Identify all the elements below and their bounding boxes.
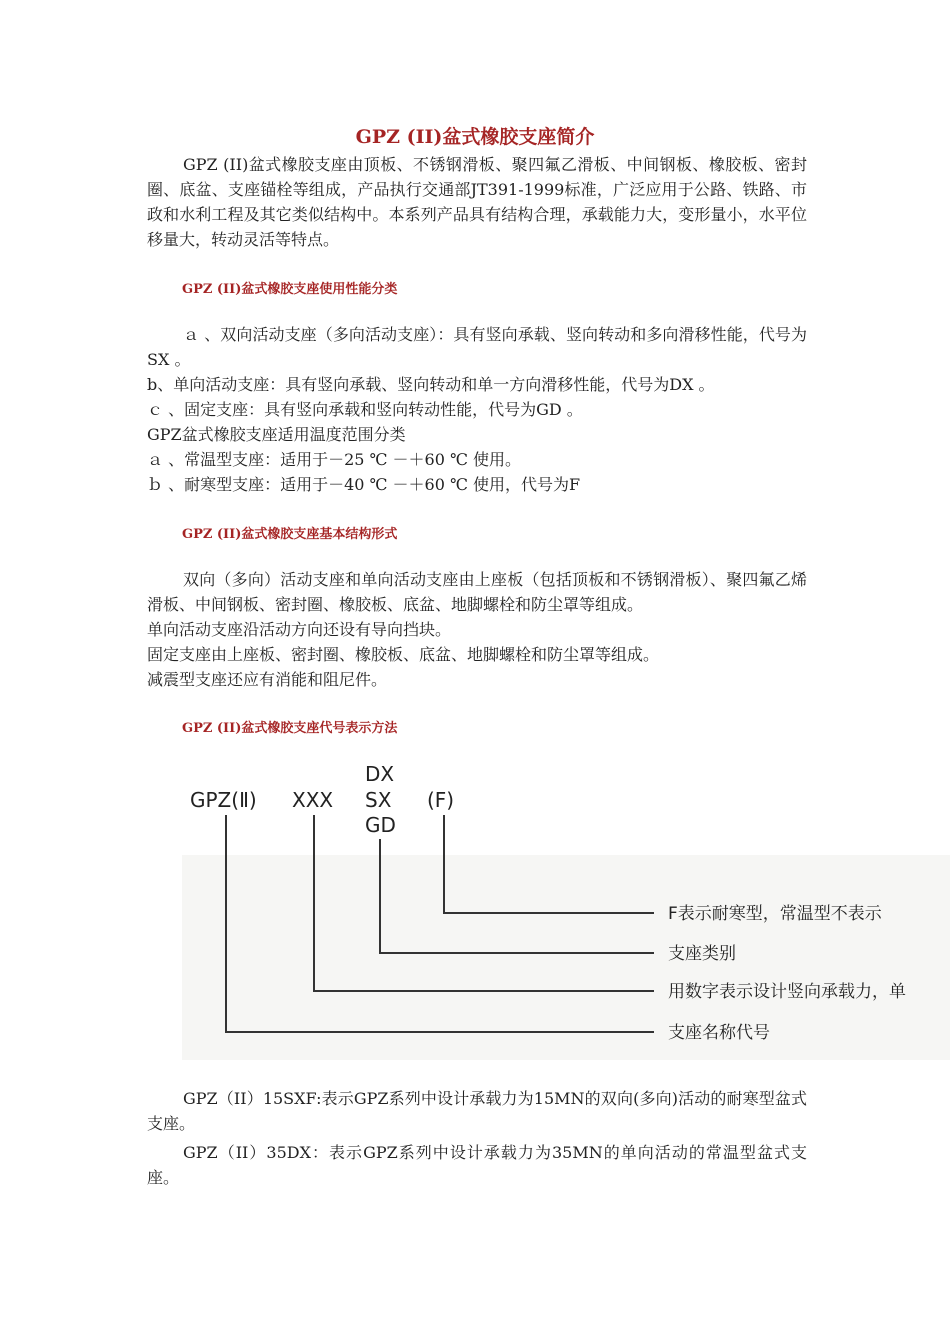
code-xxx: XXX — [292, 788, 334, 812]
structure-paragraph: 双向（多向）活动支座和单向活动支座由上座板（包括顶板和不锈钢滑板）、聚四氟乙烯滑板、中间钢板、密封圈、橡胶板、底盆、地脚螺栓和防尘罩等组成。 — [147, 570, 807, 614]
section-heading-code: GPZ (II)盆式橡胶支座代号表示方法 — [182, 721, 398, 736]
structure-list — [147, 617, 827, 692]
intro-paragraph: GPZ (II)盆式橡胶支座由顶板、不锈钢滑板、聚四氟乙滑板、中间钢板、橡胶板、密封圈、底盆、支座锚栓等组成，产品执行交通部JT391-1999标准，广泛应用于公路、铁路、市政和水利工程及其它类似结构中。本系列产品具有结构合理，承载能力大，变形量小，水平位移量大，转动灵活等特点。 — [147, 155, 807, 249]
label-type: 支座类别 — [668, 944, 736, 964]
code-gd: GD — [365, 813, 396, 837]
label-load: 用数字表示设计竖向承载力，单 — [668, 982, 906, 1002]
code-f: (F) — [427, 788, 455, 812]
code-gpz: GPZ(Ⅱ) — [190, 788, 257, 812]
code-dx: DX — [365, 762, 395, 786]
code-diagram — [182, 755, 950, 1065]
item-dx: b、单向活动支座：具有竖向承载、竖向转动和单一方向滑移性能，代号为DX 。 — [147, 375, 715, 394]
example-15sxf: GPZ（II）15SXF:表示GPZ系列中设计承载力为15MN的双向(多向)活动的耐寒型盆式支座。 — [147, 1089, 807, 1133]
temperature-cold: ｂ 、耐寒型支座：适用于－40 ℃ －＋60 ℃ 使用，代号为F — [147, 475, 581, 494]
page-title: GPZ (II)盆式橡胶支座简介 — [355, 126, 595, 148]
section-heading-performance: GPZ (II)盆式橡胶支座使用性能分类 — [182, 282, 398, 297]
section-heading-structure: GPZ (II)盆式橡胶支座基本结构形式 — [182, 527, 398, 542]
temperature-title: GPZ盆式橡胶支座适用温度范围分类 — [147, 425, 406, 444]
code-sx: SX — [365, 788, 392, 812]
label-f: F表示耐寒型，常温型不表示 — [668, 904, 882, 924]
structure-damping: 减震型支座还应有消能和阻尼件。 — [147, 670, 388, 689]
item-gd: ｃ 、固定支座：具有竖向承载和竖向转动性能，代号为GD 。 — [147, 400, 583, 419]
structure-guide: 单向活动支座沿活动方向还设有导向挡块。 — [147, 620, 452, 639]
temperature-normal: ａ 、常温型支座：适用于－25 ℃ －＋60 ℃ 使用。 — [147, 450, 521, 469]
structure-fixed: 固定支座由上座板、密封圈、橡胶板、底盆、地脚螺栓和防尘罩等组成。 — [147, 645, 660, 664]
code-diagram-svg — [182, 755, 950, 1065]
performance-list — [147, 372, 827, 497]
example-35dx: GPZ（II）35DX：表示GPZ系列中设计承载力为35MN的单向活动的常温型盆式支座。 — [147, 1143, 807, 1187]
item-sx: ａ 、双向活动支座（多向活动支座）：具有竖向承载、竖向转动和多向滑移性能，代号为SX 。 — [147, 325, 807, 369]
label-name: 支座名称代号 — [668, 1023, 770, 1043]
diagram-background — [182, 855, 950, 1060]
